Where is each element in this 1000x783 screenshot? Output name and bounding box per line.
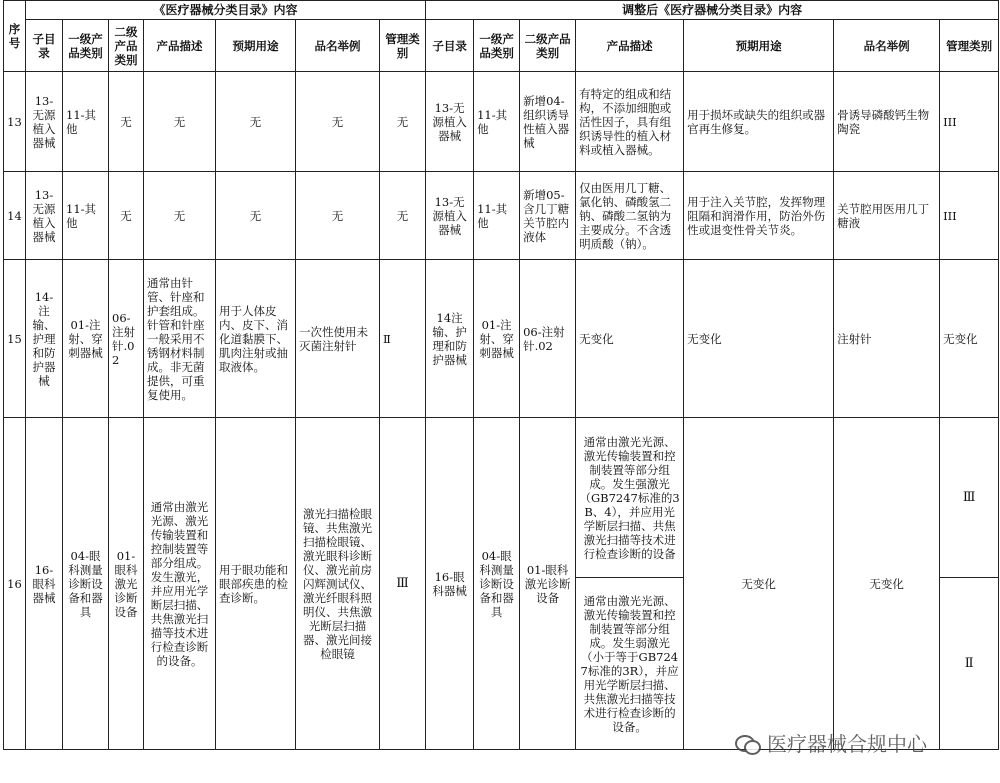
cell-left-level2: 无 — [109, 72, 144, 172]
cell-left-examples: 无 — [296, 172, 380, 260]
cell-right-desc-weak-laser: 通常由激光光源、激光传输装置和控制装置等部分组成。发生弱激光（小于等于GB7247标准的3R），并应用光学断层扫描、共焦激光扫描等技术进行检查诊断的设备。 — [576, 578, 684, 750]
cell-right-examples: 注射针 — [834, 260, 940, 418]
watermark-text: 医疗器械合规中心 — [767, 732, 927, 756]
header-left-level2: 二级产品类别 — [109, 20, 144, 72]
cell-right-level2: 01-眼科激光诊断设备 — [520, 418, 576, 750]
cell-right-class-strong: Ⅲ — [940, 418, 999, 578]
header-left-level1: 一级产品类别 — [63, 20, 109, 72]
header-right-desc: 产品描述 — [576, 20, 684, 72]
cell-right-examples: 骨诱导磷酸钙生物陶瓷 — [834, 72, 940, 172]
cell-left-level2: 06-注射针.02 — [109, 260, 144, 418]
cell-left-desc: 通常由针管、针座和护套组成。针管和针座一般采用不锈钢材料制成。非无菌提供，可重复使用。 — [144, 260, 216, 418]
header-seq: 序号 — [4, 1, 26, 72]
row-seq: 13 — [4, 72, 26, 172]
cell-left-level2: 无 — [109, 172, 144, 260]
cell-right-level1: 04-眼科测量诊断设备和器具 — [474, 418, 520, 750]
cell-right-level1: 11-其他 — [474, 72, 520, 172]
header-left-examples: 品名举例 — [296, 20, 380, 72]
cell-right-examples: 无变化 — [834, 418, 940, 750]
cell-left-level2: 01-眼科激光诊断设备 — [109, 418, 144, 750]
cell-right-desc-strong-laser: 通常由激光光源、激光传输装置和控制装置等部分组成。发生强激光（GB7247标准的3B、4），并应用光学断层扫描、共焦激光扫描等技术进行检查诊断的设备 — [576, 418, 684, 578]
cell-right-class: III — [940, 172, 999, 260]
cell-left-subdir: 13-无源植入器械 — [26, 172, 63, 260]
header-left-group: 《医疗器械分类目录》内容 — [26, 1, 426, 20]
header-right-level1: 一级产品类别 — [474, 20, 520, 72]
header-right-level2: 二级产品类别 — [520, 20, 576, 72]
cell-left-class: Ⅲ — [380, 418, 426, 750]
header-right-class: 管理类别 — [940, 20, 999, 72]
cell-right-use: 用于注入关节腔，发挥物理阻隔和润滑作用，防治外伤性或退变性骨关节炎。 — [684, 172, 834, 260]
cell-left-level1: 01-注射、穿刺器械 — [63, 260, 109, 418]
cell-right-desc: 无变化 — [576, 260, 684, 418]
cell-left-use: 用于人体皮内、皮下、消化道黏膜下、肌肉注射或抽取液体。 — [216, 260, 296, 418]
cell-left-desc: 无 — [144, 72, 216, 172]
cell-right-level2: 新增05-含几丁糖关节腔内液体 — [520, 172, 576, 260]
cell-left-class: Ⅱ — [380, 260, 426, 418]
row-seq: 15 — [4, 260, 26, 418]
row-seq: 14 — [4, 172, 26, 260]
header-left-desc: 产品描述 — [144, 20, 216, 72]
cell-right-subdir: 16-眼科器械 — [426, 418, 474, 750]
cell-right-class-weak: Ⅱ — [940, 578, 999, 750]
table-row — [4, 172, 999, 260]
cell-right-use: 无变化 — [684, 260, 834, 418]
table-row — [4, 260, 999, 418]
cell-right-level2: 新增04-组织诱导性植入器械 — [520, 72, 576, 172]
cell-left-examples: 激光扫描检眼镜、共焦激光扫描检眼镜、激光眼科诊断仪、激光前房闪辉测试仪、激光纤眼科照明仪、共焦激光断层扫描器、激光间接检眼镜 — [296, 418, 380, 750]
cell-left-level1: 04-眼科测量诊断设备和器具 — [63, 418, 109, 750]
row-seq: 16 — [4, 418, 26, 750]
cell-left-desc: 通常由激光光源、激光传输装置和控制装置等部分组成。发生激光，并应用光学断层扫描、共焦激光扫描等技术进行检查诊断的设备。 — [144, 418, 216, 750]
cell-right-use: 用于损坏或缺失的组织或器官再生修复。 — [684, 72, 834, 172]
cell-right-examples: 关节腔用医用几丁糖液 — [834, 172, 940, 260]
cell-left-level1: 11-其他 — [63, 72, 109, 172]
cell-right-level1: 11-其他 — [474, 172, 520, 260]
cell-left-subdir: 14-注输、护理和防护器械 — [26, 260, 63, 418]
cell-right-subdir: 14注输、护理和防护器械 — [426, 260, 474, 418]
header-left-class: 管理类别 — [380, 20, 426, 72]
cell-left-use: 无 — [216, 72, 296, 172]
classification-table — [3, 0, 999, 750]
cell-right-class: III — [940, 72, 999, 172]
cell-right-class: 无变化 — [940, 260, 999, 418]
watermark — [735, 728, 927, 757]
cell-right-desc: 仅由医用几丁糖、氯化钠、磷酸氢二钠、磷酸二氢钠为主要成分。不含透明质酸（钠）。 — [576, 172, 684, 260]
header-right-examples: 品名举例 — [834, 20, 940, 72]
cell-right-subdir: 13-无源植入器械 — [426, 172, 474, 260]
cell-left-subdir: 13-无源植入器械 — [26, 72, 63, 172]
cell-left-examples: 无 — [296, 72, 380, 172]
cell-right-use: 无变化 — [684, 418, 834, 750]
table-row — [4, 418, 999, 578]
cell-left-subdir: 16-眼科器械 — [26, 418, 63, 750]
cell-right-subdir: 13-无源植入器械 — [426, 72, 474, 172]
wechat-icon — [735, 733, 761, 753]
header-right-subdir: 子目录 — [426, 20, 474, 72]
cell-left-desc: 无 — [144, 172, 216, 260]
cell-right-desc: 有特定的组成和结构，不添加细胞或活性因子，具有组织诱导性的植入材料或植入器械。 — [576, 72, 684, 172]
cell-left-level1: 11-其他 — [63, 172, 109, 260]
cell-left-use: 无 — [216, 172, 296, 260]
header-right-group: 调整后《医疗器械分类目录》内容 — [426, 1, 999, 20]
table-row — [4, 72, 999, 172]
cell-left-use: 用于眼功能和眼部疾患的检查诊断。 — [216, 418, 296, 750]
cell-right-level2: 06-注射针.02 — [520, 260, 576, 418]
cell-left-class: 无 — [380, 72, 426, 172]
cell-right-level1: 01-注射、穿刺器械 — [474, 260, 520, 418]
header-left-subdir: 子目录 — [26, 20, 63, 72]
header-left-use: 预期用途 — [216, 20, 296, 72]
cell-left-class: 无 — [380, 172, 426, 260]
header-right-use: 预期用途 — [684, 20, 834, 72]
cell-left-examples: 一次性使用未灭菌注射针 — [296, 260, 380, 418]
